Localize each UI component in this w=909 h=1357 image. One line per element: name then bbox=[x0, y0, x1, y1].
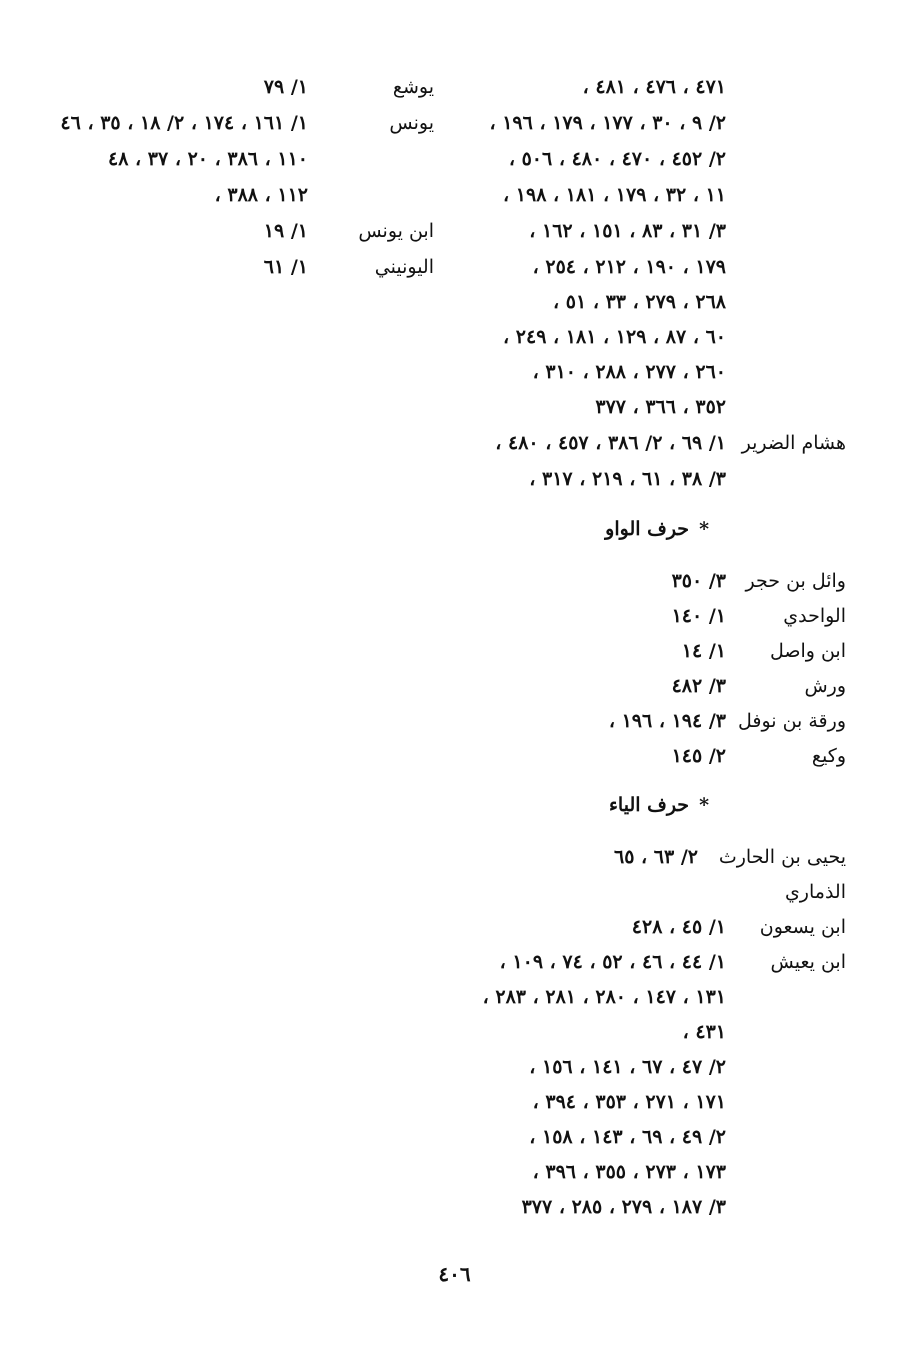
entry-references: ١٧٣ ، ٢٧٣ ، ٣٥٥ ، ٣٩٦ ، bbox=[532, 1161, 726, 1183]
entry-name: اليونيني bbox=[374, 256, 434, 278]
index-entry bbox=[440, 142, 850, 176]
entry-references: ٢/ ٤٩ ، ٦٩ ، ١٤٣ ، ١٥٨ ، bbox=[529, 1126, 726, 1148]
entry-references: ٢٦٨ ، ٢٧٩ ، ٣٣ ، ٥١ ، bbox=[553, 291, 726, 313]
asterisk-icon: * bbox=[699, 794, 709, 816]
entry-references: ١٧١ ، ٢٧١ ، ٣٥٣ ، ٣٩٤ ، bbox=[532, 1091, 726, 1113]
index-entry bbox=[40, 106, 440, 140]
entry-references: ٢/ ١٤٥ bbox=[671, 745, 726, 767]
entry-references: ٢/ ٦٣ ، ٦٥ bbox=[614, 846, 698, 868]
entry-references: ٣/ ١٩٤ ، ١٩٦ ، bbox=[608, 710, 726, 732]
index-entry bbox=[440, 634, 850, 668]
entry-references: ١/ ١٩ bbox=[263, 220, 308, 242]
index-entry bbox=[440, 875, 850, 909]
entry-name: هشام الضرير bbox=[741, 432, 846, 454]
entry-references: ١/ ٦١ bbox=[263, 256, 308, 278]
index-entry bbox=[440, 739, 850, 773]
index-entry bbox=[440, 599, 850, 633]
index-entry bbox=[440, 1015, 850, 1049]
index-entry bbox=[440, 285, 850, 319]
index-entry bbox=[440, 70, 850, 104]
entry-references: ١/ ٧٩ bbox=[263, 76, 308, 98]
entry-references: ٣/ ٣٨ ، ٦١ ، ٢١٩ ، ٣١٧ ، bbox=[529, 468, 726, 490]
index-entry bbox=[440, 1190, 850, 1224]
section-heading-waw bbox=[605, 512, 709, 546]
index-entry bbox=[440, 355, 850, 389]
section-title: حرف الواو bbox=[605, 518, 690, 540]
entry-name: وكيع bbox=[811, 745, 846, 767]
entry-name: ابن يونس bbox=[358, 220, 434, 242]
index-entry bbox=[440, 426, 850, 460]
entry-references: ٣/ ٤٨٢ bbox=[671, 675, 726, 697]
index-entry bbox=[440, 250, 850, 284]
entry-name: وائل بن حجر bbox=[745, 570, 846, 592]
entry-references: ١١٢ ، ٣٨٨ ، bbox=[214, 184, 308, 206]
index-entry bbox=[440, 910, 850, 944]
index-entry bbox=[440, 840, 850, 874]
index-entry bbox=[440, 945, 850, 979]
entry-references: ٣/ ٣٥٠ bbox=[671, 570, 726, 592]
index-entry bbox=[440, 564, 850, 598]
entry-name: ابن يسعون bbox=[759, 916, 846, 938]
index-entry bbox=[440, 462, 850, 496]
entry-references: ٣/ ٣١ ، ٨٣ ، ١٥١ ، ١٦٢ ، bbox=[529, 220, 726, 242]
index-entry bbox=[440, 214, 850, 248]
entry-references: ١/ ١٤ bbox=[681, 640, 726, 662]
entry-references: ٦٠ ، ٨٧ ، ١٢٩ ، ١٨١ ، ٢٤٩ ، bbox=[503, 326, 726, 348]
entry-name: ابن يعيش bbox=[770, 951, 846, 973]
section-title: حرف الياء bbox=[608, 794, 690, 816]
index-entry bbox=[40, 178, 440, 212]
index-entry bbox=[40, 70, 440, 104]
entry-name: ورش bbox=[804, 675, 846, 697]
index-entry bbox=[440, 178, 850, 212]
index-entry bbox=[440, 980, 850, 1014]
entry-references: ١٧٩ ، ١٩٠ ، ٢١٢ ، ٢٥٤ ، bbox=[532, 256, 726, 278]
entry-name: يوشع bbox=[392, 76, 434, 98]
entry-name: ورقة بن نوفل bbox=[737, 710, 846, 732]
entry-references: ١/ ١٦١ ، ١٧٤ ، ٢/ ١٨ ، ٣٥ ، ٤٦ bbox=[60, 112, 308, 134]
entry-references: ٢/ ٩ ، ٣٠ ، ١٧٧ ، ١٧٩ ، ١٩٦ ، bbox=[489, 112, 726, 134]
index-entry bbox=[440, 106, 850, 140]
entry-references: ١/ ٤٤ ، ٤٦ ، ٥٢ ، ٧٤ ، ١٠٩ ، bbox=[499, 951, 726, 973]
index-entry bbox=[40, 142, 440, 176]
entry-name: الذماري bbox=[784, 881, 846, 903]
asterisk-icon: * bbox=[699, 518, 709, 540]
index-entry bbox=[440, 1155, 850, 1189]
entry-references: ١٣١ ، ١٤٧ ، ٢٨٠ ، ٢٨١ ، ٢٨٣ ، bbox=[482, 986, 726, 1008]
entry-references: ١/ ١٤٠ bbox=[671, 605, 726, 627]
entry-references: ٢/ ٤٥٢ ، ٤٧٠ ، ٤٨٠ ، ٥٠٦ ، bbox=[508, 148, 726, 170]
index-entry bbox=[440, 390, 850, 424]
entry-references: ٤٣١ ، bbox=[682, 1021, 726, 1043]
index-entry bbox=[440, 1120, 850, 1154]
entry-references: ٣٥٢ ، ٣٦٦ ، ٣٧٧ bbox=[595, 396, 726, 418]
index-entry bbox=[40, 214, 440, 248]
index-entry bbox=[440, 320, 850, 354]
index-entry bbox=[440, 1085, 850, 1119]
entry-name: يحيى بن الحارث bbox=[718, 846, 846, 868]
index-entry bbox=[440, 704, 850, 738]
entry-name: يونس bbox=[389, 112, 434, 134]
entry-references: ١/ ٤٥ ، ٤٢٨ bbox=[631, 916, 726, 938]
entry-references: ١١٠ ، ٣٨٦ ، ٢٠ ، ٣٧ ، ٤٨ bbox=[107, 148, 308, 170]
entry-name: ابن واصل bbox=[769, 640, 846, 662]
section-heading-ya bbox=[609, 788, 709, 822]
index-entry bbox=[40, 250, 440, 284]
index-entry bbox=[440, 1050, 850, 1084]
entry-name: الواحدي bbox=[783, 605, 846, 627]
index-entry bbox=[440, 669, 850, 703]
entry-references: ٢٦٠ ، ٢٧٧ ، ٢٨٨ ، ٣١٠ ، bbox=[532, 361, 726, 383]
entry-references: ٢/ ٤٧ ، ٦٧ ، ١٤١ ، ١٥٦ ، bbox=[529, 1056, 726, 1078]
entry-references: ١/ ٦٩ ، ٢/ ٣٨٦ ، ٤٥٧ ، ٤٨٠ ، bbox=[495, 432, 726, 454]
entry-references: ٤٧١ ، ٤٧٦ ، ٤٨١ ، bbox=[582, 76, 726, 98]
page-number: ٤٠٦ bbox=[438, 1262, 471, 1286]
entry-references: ١١ ، ٣٢ ، ١٧٩ ، ١٨١ ، ١٩٨ ، bbox=[503, 184, 726, 206]
entry-references: ٣/ ١٨٧ ، ٢٧٩ ، ٢٨٥ ، ٣٧٧ bbox=[521, 1196, 726, 1218]
